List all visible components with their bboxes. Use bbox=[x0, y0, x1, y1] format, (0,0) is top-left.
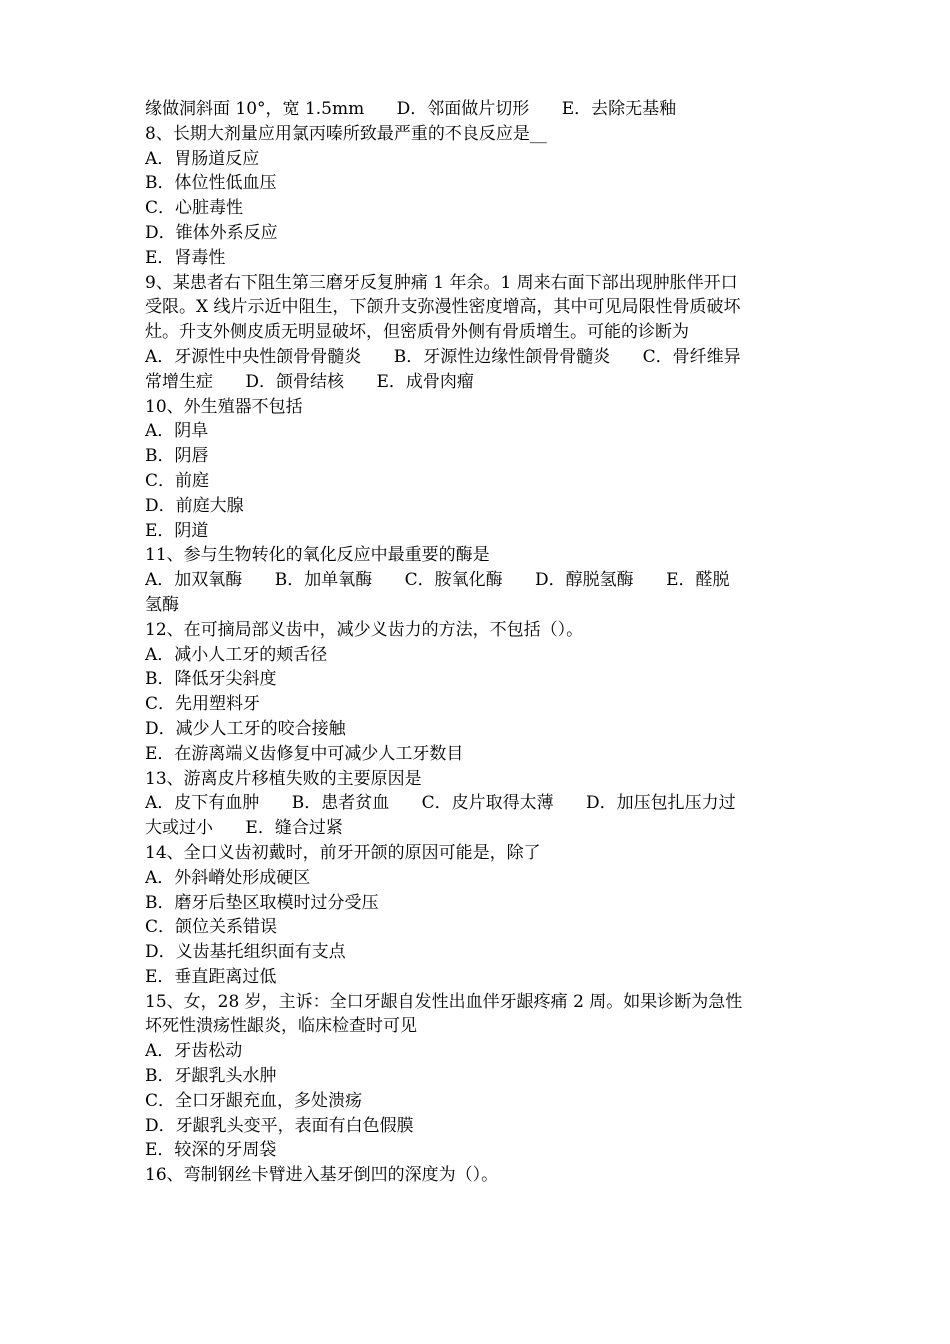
text-line: 灶。升支外侧皮质无明显破坏，但密质骨外侧有骨质增生。可能的诊断为 bbox=[145, 322, 689, 343]
option-line: A．胃肠道反应 bbox=[145, 148, 260, 169]
question-16: 16、弯制钢丝卡臂进入基牙倒凹的深度为（）。 bbox=[145, 1165, 499, 1186]
option-line: E．阴道 bbox=[145, 520, 209, 541]
option-line: 氢酶 bbox=[145, 594, 179, 615]
option-line: 大或过小 E．缝合过紧 bbox=[145, 818, 343, 839]
option-line: 常增生症 D．颌骨结核 E．成骨肉瘤 bbox=[145, 371, 474, 392]
option-line: C．心脏毒性 bbox=[145, 198, 244, 219]
question-11: 11、参与生物转化的氧化反应中最重要的酶是 bbox=[145, 545, 490, 566]
option-line: A．阴阜 bbox=[145, 421, 209, 442]
text-line: 缘做洞斜面 10°，宽 1.5mm D．邻面做片切形 E．去除无基釉 bbox=[145, 99, 677, 119]
option-line: C．先用塑料牙 bbox=[145, 694, 261, 715]
question-12: 12、在可摘局部义齿中，减少义齿力的方法，不包括（）。 bbox=[145, 619, 584, 640]
option-line: B．牙龈乳头水肿 bbox=[145, 1066, 277, 1087]
option-line: A．牙齿松动 bbox=[145, 1041, 243, 1062]
option-line: E．在游离端义齿修复中可减少人工牙数目 bbox=[145, 743, 464, 764]
question-15: 15、女，28 岁，主诉：全口牙龈自发性出血伴牙龈疼痛 2 周。如果诊断为急性 bbox=[145, 991, 743, 1012]
option-line: A．减小人工牙的颊舌径 bbox=[145, 644, 328, 665]
option-line: A．皮下有血肿 B．患者贫血 C．皮片取得太薄 D．加压包扎压力过 bbox=[145, 793, 736, 814]
question-14: 14、全口义齿初戴时，前牙开颌的原因可能是，除了 bbox=[145, 842, 541, 863]
option-line: D．锥体外系反应 bbox=[145, 222, 278, 243]
option-line: C．前庭 bbox=[145, 470, 210, 491]
option-line: B．磨牙后垫区取模时过分受压 bbox=[145, 892, 379, 913]
question-9: 9、某患者右下阻生第三磨牙反复肿痛 1 年余。1 周来右面下部出现肿胀伴开口 bbox=[145, 272, 738, 293]
option-line: A．牙源性中央性颌骨骨髓炎 B．牙源性边缘性颌骨骨髓炎 C．骨纤维异 bbox=[145, 346, 741, 367]
option-line: B．降低牙尖斜度 bbox=[145, 669, 277, 690]
option-line: D．前庭大腺 bbox=[145, 495, 244, 516]
option-line: D．减少人工牙的咬合接触 bbox=[145, 718, 346, 739]
option-line: B．体位性低血压 bbox=[145, 173, 277, 194]
option-line: C．颌位关系错误 bbox=[145, 917, 278, 938]
option-line: E．垂直距离过低 bbox=[145, 966, 277, 987]
question-10: 10、外生殖器不包括 bbox=[145, 396, 303, 417]
option-line: C．全口牙龈充血，多处溃疡 bbox=[145, 1090, 363, 1111]
option-line: A．加双氧酶 B．加单氧酶 C．胺氧化酶 D．醇脱氢酶 E．醛脱 bbox=[145, 570, 730, 591]
option-line: A．外斜嵴处形成硬区 bbox=[145, 867, 311, 888]
option-line: D．义齿基托组织面有支点 bbox=[145, 942, 346, 963]
question-13: 13、游离皮片移植失败的主要原因是 bbox=[145, 768, 422, 789]
text-line: 受限。X 线片示近中阻生，下颌升支弥漫性密度增高，其中可见局限性骨质破坏 bbox=[145, 297, 741, 318]
text-line: 坏死性溃疡性龈炎，临床检查时可见 bbox=[145, 1016, 417, 1037]
question-8: 8、长期大剂量应用氯丙嗪所致最严重的不良反应是__ bbox=[145, 123, 547, 144]
option-line: B．阴唇 bbox=[145, 446, 209, 467]
option-line: D．牙龈乳头变平，表面有白色假膜 bbox=[145, 1115, 414, 1136]
option-line: E．较深的牙周袋 bbox=[145, 1140, 277, 1161]
option-line: E．肾毒性 bbox=[145, 247, 226, 268]
